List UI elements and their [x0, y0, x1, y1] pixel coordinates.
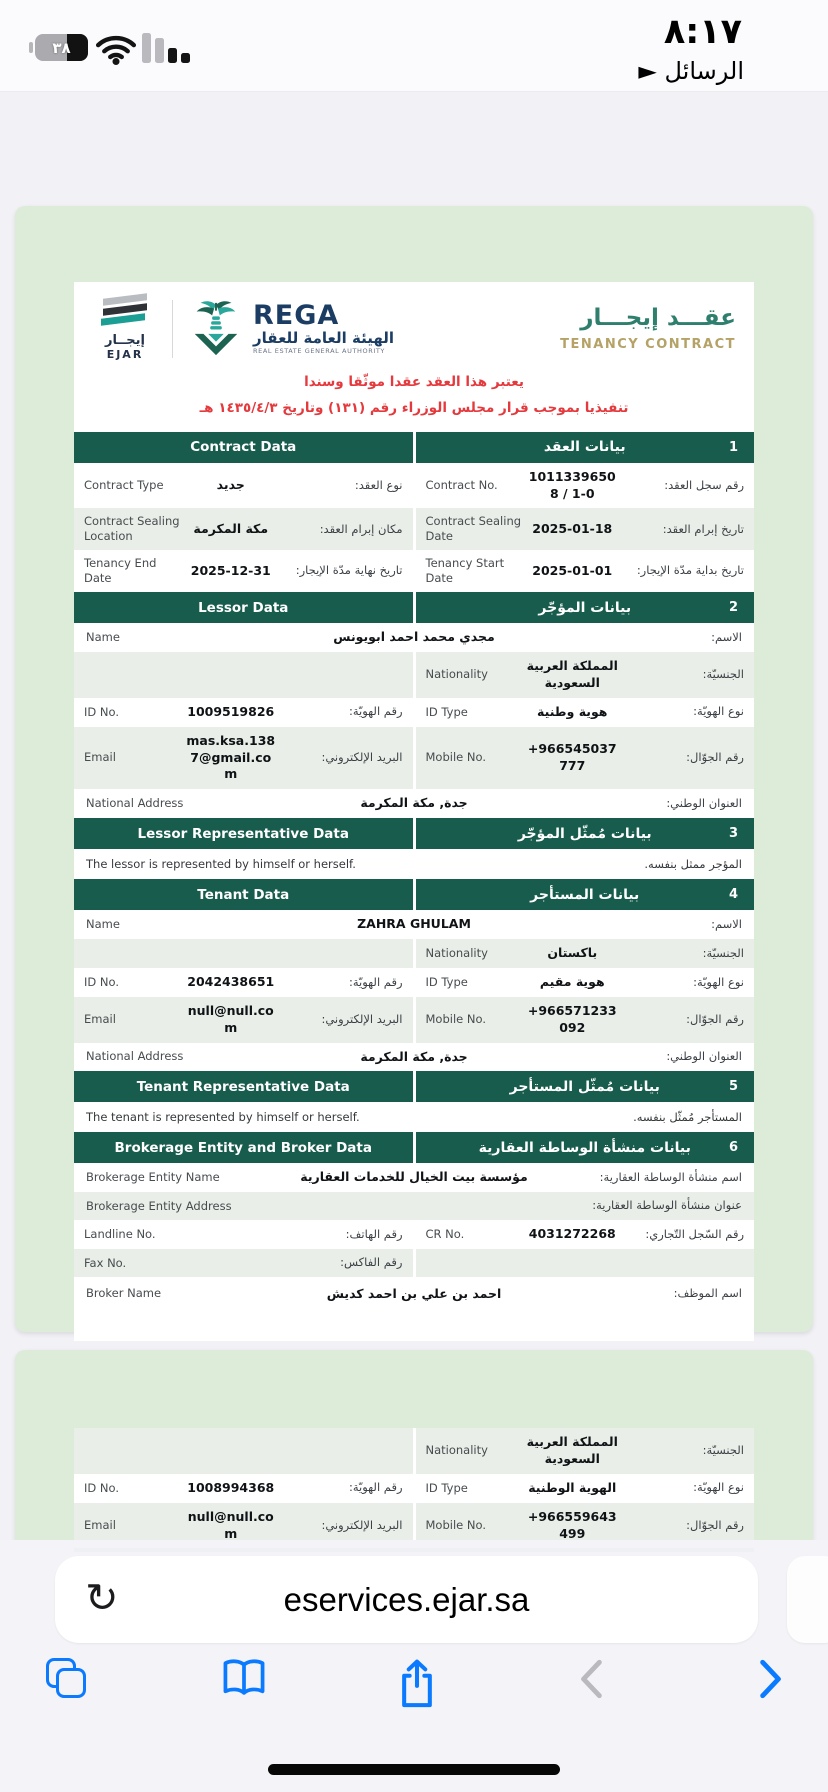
field-label-ar: رقم الفاكس: — [340, 1255, 403, 1270]
url-text: eservices.ejar.sa — [283, 1580, 530, 1618]
section-number: 2 — [728, 600, 738, 616]
share-icon — [395, 1658, 439, 1710]
field-value: مؤسسة بيت الخيال للخدمات العقارية — [300, 1169, 528, 1185]
rega-wordmark: REGA — [253, 300, 340, 331]
table-row — [74, 727, 754, 790]
section-title-en: Brokerage Entity and Broker Data — [74, 1132, 413, 1163]
field-label-en: Broker Name — [86, 1286, 162, 1301]
field-group — [74, 1249, 413, 1277]
field-label-ar: العنوان الوطني: — [666, 1049, 742, 1064]
field-value: 1009519826 — [187, 703, 275, 719]
field-label-ar: الاسم: — [711, 916, 742, 931]
field-label-en: Nationality — [425, 667, 488, 682]
field-label-ar: رقم الهويّة: — [348, 704, 403, 719]
field-label-ar: تاريخ بداية مدّة الإيجار: — [636, 563, 744, 578]
table-row — [74, 550, 754, 592]
field-value: هوية مقيم — [539, 973, 605, 989]
book-icon — [221, 1658, 267, 1698]
field-label-en: ID Type — [425, 974, 468, 989]
field-label-en: Contract Type — [84, 478, 164, 493]
field-label-en: Landline No. — [84, 1227, 156, 1242]
table-row — [74, 1220, 754, 1249]
section-title-ar: بيانات مُمثّل المستأجر — [509, 1078, 660, 1095]
field-group — [74, 939, 413, 968]
field-value: باكستان — [547, 945, 598, 960]
field-value: المملكة العربية السعودية — [526, 1434, 618, 1466]
legal-notice-line2: تنفيذيا بموجب قرار مجلس الوزراء رقم (١٣١) وتاريخ ١٤٣٥/٤/٣ هـ — [199, 400, 629, 417]
field-label-en: ID No. — [84, 1480, 119, 1495]
table-row — [74, 1474, 754, 1503]
field-group — [416, 1249, 755, 1277]
contract-title-block — [560, 305, 736, 352]
section-header — [74, 879, 754, 910]
field-label-en: Tenancy End Date — [84, 556, 157, 586]
field-group — [74, 1428, 413, 1474]
field-group — [74, 698, 413, 727]
table-row — [74, 1163, 754, 1192]
note-row — [74, 849, 754, 879]
field-label-en: Name — [86, 917, 120, 932]
wifi-icon — [95, 34, 137, 70]
field-group — [416, 550, 755, 592]
section-header — [74, 818, 754, 849]
table-row — [74, 997, 754, 1043]
field-label-en: Email — [84, 750, 116, 765]
field-value: مجدي محمد احمد ابويونس — [333, 629, 495, 645]
field-label-ar: الجنسيّة: — [702, 667, 744, 682]
field-value: +966545037777 — [527, 741, 617, 773]
logo-divider — [172, 300, 173, 358]
note-row — [74, 1102, 754, 1132]
field-value: الهوية الوطنية — [528, 1479, 617, 1495]
section-title-ar-cell — [416, 592, 755, 623]
field-value: جديد — [216, 477, 245, 493]
tabs-button[interactable] — [46, 1658, 90, 1702]
section-title-en: Lessor Data — [74, 592, 413, 623]
ejar-logo-icon — [101, 296, 149, 330]
field-label-ar: نوع الهويّة: — [693, 704, 744, 719]
chevron-left-icon — [578, 1658, 604, 1700]
field-value: جدة, مكة المكرمة — [360, 795, 468, 811]
field-group — [416, 727, 755, 790]
rega-palm-icon — [187, 299, 245, 359]
field-label-ar: رقم الجوّال: — [686, 750, 744, 765]
field-label-en: Brokerage Entity Address — [86, 1198, 232, 1213]
field-value: احمد بن علي بن احمد كديش — [326, 1286, 502, 1302]
section-number: 4 — [728, 887, 738, 903]
section-title-ar-cell — [416, 1132, 755, 1163]
table-row — [74, 652, 754, 698]
legal-notice-line1: يعتبر هذا العقد عقدا موثّقا وسندا — [304, 374, 524, 390]
field-value: 2025-12-31 — [190, 562, 271, 578]
status-time: ٨:١٧ — [663, 12, 742, 52]
field-group — [416, 1220, 755, 1249]
field-group — [416, 508, 755, 550]
field-label-ar: نوع العقد: — [354, 477, 403, 492]
field-group — [74, 463, 413, 509]
field-label-ar: الاسم: — [711, 629, 742, 644]
table-row — [74, 463, 754, 509]
field-label-en: Email — [84, 1012, 116, 1027]
field-label-ar: رقم الهاتف: — [345, 1226, 403, 1241]
share-button[interactable] — [395, 1658, 439, 1714]
section-title-en: Tenant Data — [74, 879, 413, 910]
field-label-ar: تاريخ إبرام العقد: — [662, 521, 744, 536]
field-value: مكة المكرمة — [193, 520, 269, 536]
section-title-ar-cell — [416, 818, 755, 849]
rega-name-en: REAL ESTATE GENERAL AUTHORITY — [253, 347, 385, 355]
rega-name-ar: الهيئة العامة للعقار — [253, 329, 395, 347]
field-value: ZAHRA GHULAM — [357, 916, 471, 932]
field-value: null@null.com — [187, 1508, 274, 1541]
table-row — [74, 789, 754, 818]
field-group — [416, 463, 755, 509]
section-header — [74, 1132, 754, 1163]
ejar-logo-text-ar: إيجــار — [105, 333, 145, 348]
field-label-en: ID Type — [425, 1480, 468, 1495]
table-row — [74, 1428, 754, 1474]
field-label-ar: تاريخ نهاية مدّة الإيجار: — [295, 563, 403, 578]
field-value: mas.ksa.1387@gmail.com — [186, 732, 276, 782]
ejar-logo — [92, 296, 158, 361]
field-label-en: Nationality — [425, 1443, 488, 1458]
field-value: 2042438651 — [187, 973, 275, 989]
section-title-ar-cell — [416, 1071, 755, 1102]
field-label-en: ID Type — [425, 704, 468, 719]
field-group — [416, 939, 755, 968]
field-label-ar: البريد الإلكتروني: — [321, 1011, 403, 1026]
field-label-ar: رقم سجل العقد: — [664, 477, 744, 492]
field-label-en: Mobile No. — [425, 750, 486, 765]
page2-table — [74, 1428, 754, 1552]
field-value: 1008994368 — [187, 1479, 275, 1495]
field-label-ar: رقم السّجل التّجاري: — [645, 1226, 744, 1241]
contract-title-ar: عقـــد إيجـــار — [580, 305, 736, 331]
section-title-ar: بيانات منشأة الوساطة العقارية — [478, 1139, 691, 1156]
section-number: 5 — [728, 1079, 738, 1095]
field-value: null@null.com — [187, 1002, 274, 1035]
field-group — [74, 968, 413, 997]
field-label-en: CR No. — [425, 1227, 465, 1242]
field-label-en: Mobile No. — [425, 1518, 486, 1533]
section-title-ar-cell — [416, 879, 755, 910]
section-header — [74, 592, 754, 623]
contract-sections — [74, 432, 754, 1328]
field-label-ar: اسم الموظف: — [673, 1286, 742, 1301]
table-row — [74, 910, 754, 939]
table-row — [74, 968, 754, 997]
field-group — [74, 997, 413, 1043]
field-group — [74, 652, 413, 698]
field-label-en: Contract No. — [425, 478, 498, 493]
field-label-en: Name — [86, 630, 120, 645]
note-text-en: The tenant is represented by himself or herself. — [86, 1110, 360, 1125]
section-title-ar: بيانات مُمثّل المؤجّر — [517, 825, 652, 842]
battery-icon — [35, 34, 88, 61]
document-header — [74, 282, 754, 367]
status-bar — [0, 0, 828, 92]
forward-button[interactable] — [758, 1658, 784, 1704]
field-group — [416, 968, 755, 997]
section-title-ar-cell — [416, 432, 755, 463]
pdf-page-1 — [15, 206, 813, 1332]
section-number: 6 — [728, 1140, 738, 1156]
field-value: هوية وطنية — [537, 703, 608, 719]
field-group — [74, 1220, 413, 1249]
field-label-ar: البريد الإلكتروني: — [321, 750, 403, 765]
section-header — [74, 432, 754, 463]
field-label-en: Fax No. — [84, 1255, 127, 1270]
field-label-ar: رقم الجوّال: — [686, 1517, 744, 1532]
field-label-ar: البريد الإلكتروني: — [321, 1517, 403, 1532]
field-label-ar: عنوان منشأة الوساطة العقارية: — [592, 1198, 742, 1213]
field-group — [74, 1474, 413, 1503]
field-group — [74, 727, 413, 790]
contract-title-en: TENANCY CONTRACT — [560, 337, 736, 352]
field-label-en: Brokerage Entity Name — [86, 1170, 220, 1185]
note-text-en: The lessor is represented by himself or herself. — [86, 857, 356, 872]
field-group — [416, 698, 755, 727]
section-title-ar: بيانات العقد — [543, 439, 626, 456]
table-row — [74, 1249, 754, 1277]
field-label-en: ID No. — [84, 974, 119, 989]
table-row — [74, 1192, 754, 1220]
table-row — [74, 1043, 754, 1072]
table-row — [74, 508, 754, 550]
field-label-ar: الجنسيّة: — [702, 1443, 744, 1458]
bookmarks-button[interactable] — [221, 1658, 267, 1702]
field-label-en: Nationality — [425, 945, 488, 960]
section-title-en: Tenant Representative Data — [74, 1071, 413, 1102]
field-value: 4031272268 — [528, 1226, 616, 1242]
table-row — [74, 939, 754, 968]
safari-bottom-chrome — [0, 1540, 828, 1792]
field-label-en: Mobile No. — [425, 1012, 486, 1027]
section-number: 1 — [728, 439, 738, 455]
section-title-en: Contract Data — [74, 432, 413, 463]
table-row — [74, 623, 754, 652]
field-label-en: Contract Sealing Location — [84, 514, 180, 544]
note-text-ar: المستأجر مُمثّل بنفسه. — [633, 1110, 742, 1125]
field-label-en: ID No. — [84, 704, 119, 719]
field-label-ar: مكان إبرام العقد: — [319, 521, 403, 536]
reload-icon[interactable]: ↻ — [85, 1574, 119, 1621]
field-group — [416, 1428, 755, 1474]
ejar-logo-text-en: EJAR — [106, 348, 144, 361]
field-label-ar: الجنسيّة: — [702, 945, 744, 960]
section-number: 3 — [728, 826, 738, 842]
field-group — [416, 1474, 755, 1503]
field-value: +966571233092 — [527, 1002, 617, 1035]
section-title-ar: بيانات المؤجّر — [538, 599, 632, 616]
field-label-ar: نوع الهويّة: — [693, 974, 744, 989]
back-to-app-chip[interactable]: ► الرسائل — [638, 57, 744, 85]
field-label-ar: نوع الهويّة: — [693, 1480, 744, 1495]
legal-notice — [74, 367, 754, 432]
field-value: المملكة العربية السعودية — [526, 658, 618, 690]
back-button[interactable] — [578, 1658, 604, 1704]
field-value: +966559643499 — [527, 1508, 617, 1541]
field-value: 2025-01-18 — [532, 520, 613, 536]
chevron-right-icon — [758, 1658, 784, 1700]
field-group — [416, 997, 755, 1043]
rega-logo — [187, 299, 394, 359]
battery-percent: ٣٨ — [52, 38, 71, 57]
contract-document — [74, 282, 754, 1341]
cellular-signal-icon — [142, 33, 190, 63]
note-text-ar: المؤجر ممثل بنفسه. — [644, 857, 742, 872]
field-value: 2025-01-01 — [532, 562, 613, 578]
field-label-ar: اسم منشأة الوساطة العقارية: — [599, 1170, 742, 1185]
address-bar[interactable] — [55, 1556, 758, 1643]
field-label-ar: رقم الهويّة: — [348, 974, 403, 989]
field-value: 10113396508 / 1-0 — [528, 468, 616, 501]
table-row — [74, 1277, 754, 1327]
field-value: جدة, مكة المكرمة — [360, 1048, 468, 1064]
table-row — [74, 698, 754, 727]
field-label-en: Tenancy Start Date — [425, 556, 505, 586]
field-label-en: Email — [84, 1518, 116, 1533]
field-label-en: National Address — [86, 796, 184, 811]
section-title-en: Lessor Representative Data — [74, 818, 413, 849]
field-label-en: Contract Sealing Date — [425, 514, 522, 544]
next-tab-preview[interactable] — [787, 1556, 828, 1643]
section-title-ar: بيانات المستأجر — [530, 886, 640, 903]
home-indicator[interactable] — [268, 1764, 560, 1775]
field-label-en: National Address — [86, 1049, 184, 1064]
field-label-ar: العنوان الوطني: — [666, 795, 742, 810]
field-label-ar: رقم الهويّة: — [348, 1480, 403, 1495]
field-group — [74, 508, 413, 550]
section-header — [74, 1071, 754, 1102]
field-label-ar: رقم الجوّال: — [686, 1011, 744, 1026]
field-group — [74, 550, 413, 592]
field-group — [416, 652, 755, 698]
